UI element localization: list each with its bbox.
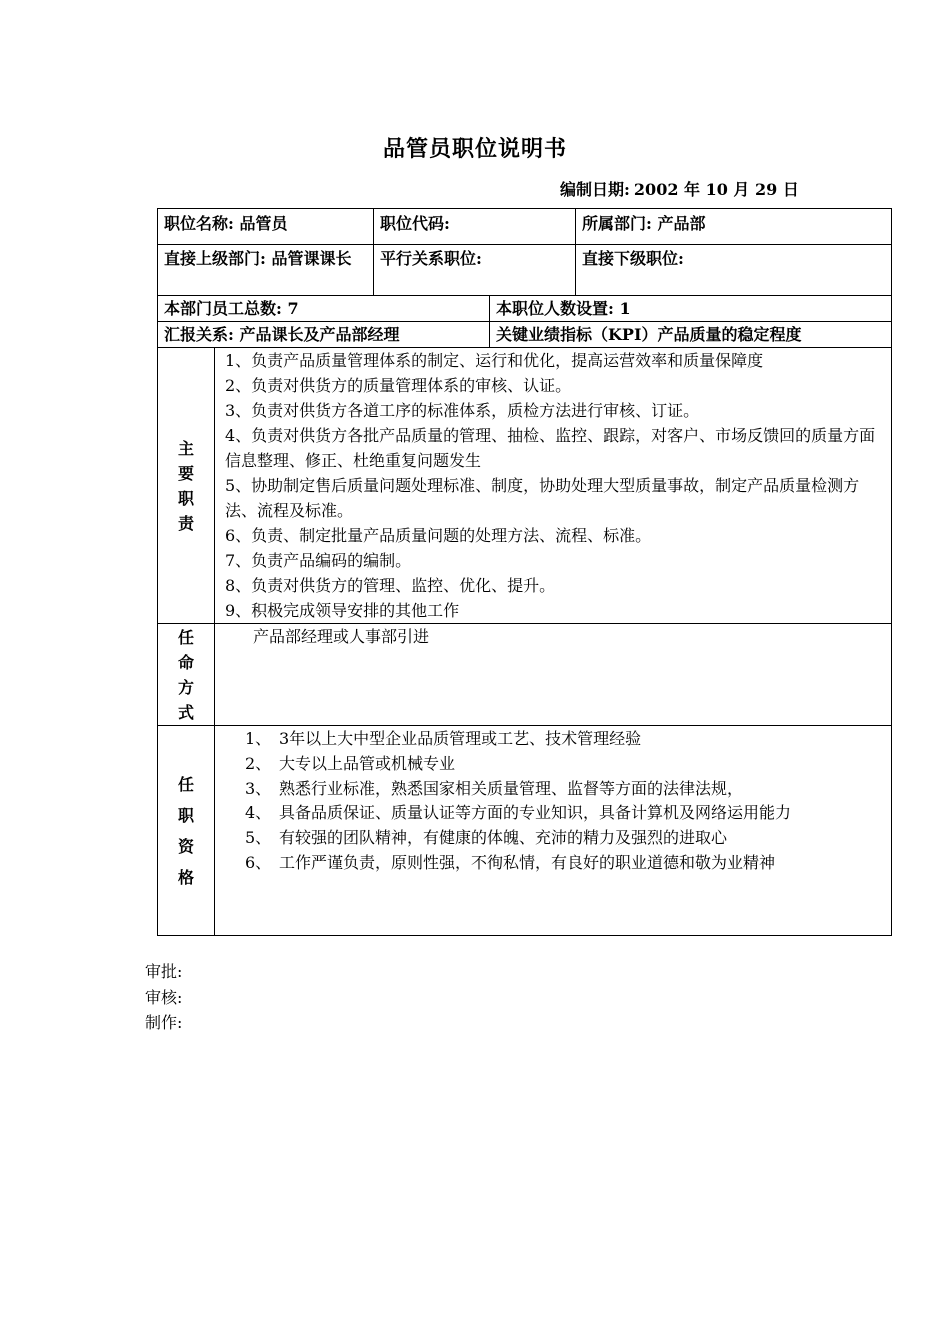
position-headcount-label: 本职位人数设置: bbox=[496, 299, 614, 318]
duty-item: 4、负责对供货方各批产品质量的管理、抽检、监控、跟踪，对客户、市场反馈回的质量方面信息整理、修正、杜绝重复问题发生 bbox=[225, 426, 876, 470]
approve-label: 审批: bbox=[145, 962, 183, 981]
reporting-value: 产品课长及产品部经理 bbox=[239, 325, 400, 344]
position-code-cell bbox=[374, 209, 576, 245]
qualification-number: 6、 bbox=[245, 852, 272, 872]
superior-dept-value: 品管课课长 bbox=[271, 249, 352, 268]
duty-item: 3、负责对供货方各道工序的标准体系，质检方法进行审核、订证。 bbox=[225, 401, 700, 420]
qualification-number: 5、 bbox=[245, 828, 272, 848]
qualification-number: 2、 bbox=[245, 753, 272, 773]
kpi-cell bbox=[490, 322, 892, 348]
qualification-text: 工作严谨负责，原则性强，不徇私情，有良好的职业道德和敬为业精神 bbox=[279, 852, 776, 872]
qualifications-label-char: 格 bbox=[177, 867, 194, 887]
duty-item: 2、负责对供货方的质量管理体系的审核、认证。 bbox=[225, 376, 572, 395]
appointment-label-char: 命 bbox=[177, 652, 194, 672]
kpi-value: 产品质量的稳定程度 bbox=[657, 325, 802, 344]
position-headcount-value: 1 bbox=[619, 299, 631, 318]
qualification-number: 4、 bbox=[245, 803, 272, 823]
subordinate-position-label: 直接下级职位: bbox=[582, 249, 684, 268]
job-description-table bbox=[157, 208, 892, 936]
qualification-item bbox=[221, 727, 885, 752]
appointment-label bbox=[158, 624, 215, 726]
appointment-label-char: 任 bbox=[177, 627, 194, 647]
kpi-label: 关键业绩指标（KPI） bbox=[496, 325, 658, 344]
qualification-number: 3、 bbox=[245, 778, 272, 798]
position-code-label: 职位代码: bbox=[380, 214, 450, 233]
duty-item: 6、负责、制定批量产品质量问题的处理方法、流程、标准。 bbox=[225, 526, 652, 545]
compile-date bbox=[556, 177, 799, 200]
superior-dept-cell bbox=[158, 245, 374, 296]
qualifications-label-char: 职 bbox=[177, 805, 194, 825]
appointment-text: 产品部经理或人事部引进 bbox=[215, 624, 892, 726]
review-label: 审核: bbox=[145, 988, 183, 1007]
qualification-number: 1、 bbox=[245, 729, 272, 748]
qualification-item bbox=[221, 801, 885, 826]
subordinate-position-cell bbox=[576, 245, 892, 296]
duties-label-char: 要 bbox=[177, 463, 194, 483]
parallel-position-label: 平行关系职位: bbox=[380, 249, 482, 268]
qualification-item bbox=[221, 826, 885, 851]
position-name-value: 品管员 bbox=[239, 214, 288, 233]
position-headcount-cell bbox=[490, 296, 892, 322]
compile-date-label: 编制日期: bbox=[560, 180, 630, 199]
duties-label-char: 主 bbox=[177, 438, 194, 458]
reporting-cell bbox=[158, 322, 490, 348]
qualification-item bbox=[221, 777, 885, 802]
duties-list bbox=[215, 348, 892, 624]
dept-staff-count-label: 本部门员工总数: bbox=[164, 299, 282, 318]
duty-item: 7、负责产品编码的编制。 bbox=[225, 551, 412, 570]
duties-label-char: 职 bbox=[177, 488, 194, 508]
qualification-text: 有较强的团队精神，有健康的体魄、充沛的精力及强烈的进取心 bbox=[279, 828, 728, 848]
qualifications-list bbox=[215, 726, 892, 936]
department-label: 所属部门: bbox=[582, 214, 652, 233]
position-name-label: 职位名称: bbox=[164, 214, 234, 233]
appointment-label-char: 方 bbox=[177, 677, 194, 697]
qualifications-label bbox=[158, 726, 215, 936]
qualifications-label-char: 资 bbox=[177, 836, 194, 856]
duties-label bbox=[158, 348, 215, 624]
duty-item: 9、积极完成领导安排的其他工作 bbox=[225, 601, 460, 620]
qualification-text: 3年以上大中型企业品质管理或工艺、技术管理经验 bbox=[279, 729, 642, 748]
qualifications-label-char: 任 bbox=[177, 774, 194, 794]
qualification-text: 具备品质保证、质量认证等方面的专业知识，具备计算机及网络运用能力 bbox=[279, 803, 792, 823]
appointment-label-char: 式 bbox=[177, 702, 194, 722]
dept-staff-count-cell bbox=[158, 296, 490, 322]
compile-date-value: 2002 年 10 月 29 日 bbox=[633, 180, 799, 199]
qualification-text: 大专以上品管或机械专业 bbox=[279, 753, 456, 773]
superior-dept-label: 直接上级部门: bbox=[164, 249, 266, 268]
prepare-label: 制作: bbox=[145, 1013, 183, 1032]
duties-label-char: 责 bbox=[177, 513, 194, 533]
reporting-label: 汇报关系: bbox=[164, 325, 234, 344]
duty-item: 5、协助制定售后质量问题处理标准、制度，协助处理大型质量事故，制定产品质量检测方法、流程及标准。 bbox=[225, 476, 860, 520]
qualification-text: 熟悉行业标准，熟悉国家相关质量管理、监督等方面的法律法规， bbox=[279, 778, 744, 798]
dept-staff-count-value: 7 bbox=[287, 299, 299, 318]
parallel-position-cell bbox=[374, 245, 576, 296]
qualification-item bbox=[221, 851, 885, 876]
qualification-item bbox=[221, 752, 885, 777]
duty-item: 1、负责产品质量管理体系的制定、运行和优化，提高运营效率和质量保障度 bbox=[225, 351, 764, 370]
duty-item: 8、负责对供货方的管理、监控、优化、提升。 bbox=[225, 576, 556, 595]
position-name-cell bbox=[158, 209, 374, 245]
department-value: 产品部 bbox=[657, 214, 706, 233]
page-title: 品管员职位说明书 bbox=[382, 136, 567, 162]
department-cell bbox=[576, 209, 892, 245]
